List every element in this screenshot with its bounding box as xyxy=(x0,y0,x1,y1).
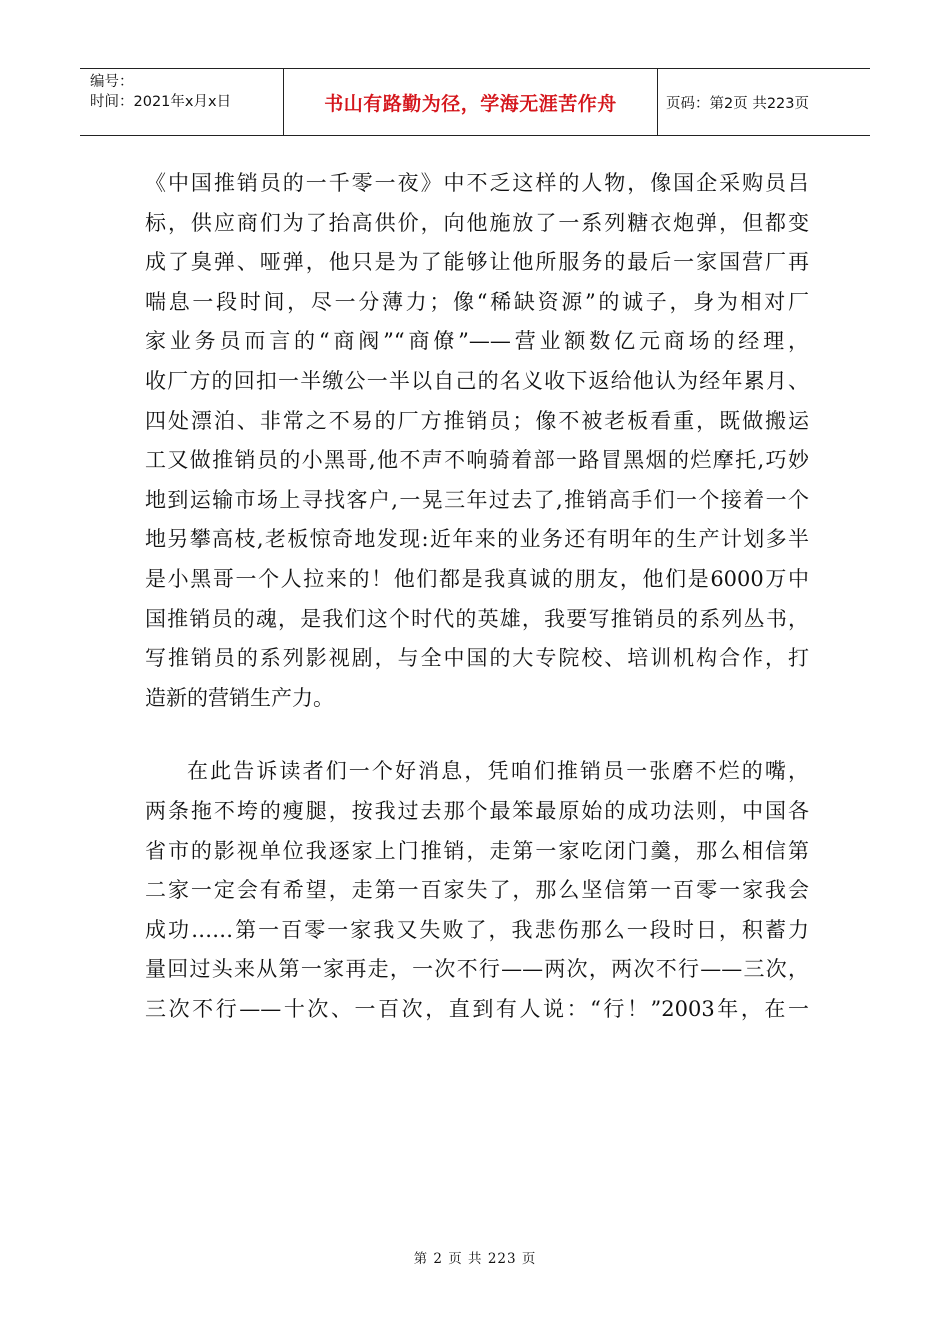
text-line: 工又做推销员的小黑哥,他不声不响骑着部一路冒黑烟的烂摩托,巧妙 xyxy=(145,448,809,473)
document-number-label: 编号： xyxy=(90,74,134,90)
text-line: 国推销员的魂，是我们这个时代的英雄，我要写推销员的系列丛书， xyxy=(145,606,809,631)
paragraph-gap xyxy=(145,718,809,752)
text-line: 喘息一段时间，尽一分薄力；像“稀缺资源”的诚子，身为相对厂 xyxy=(145,289,809,314)
document-time-label: 时间：2021年x月x日 xyxy=(90,94,232,110)
document-body xyxy=(145,164,809,1029)
text-line: 是小黑哥一个人拉来的！他们都是我真诚的朋友，他们是6000万中 xyxy=(145,566,809,591)
header-motto xyxy=(284,69,658,135)
text-line: 成功……第一百零一家我又失败了，我悲伤那么一段时日，积蓄力 xyxy=(145,917,809,942)
text-line: 《中国推销员的一千零一夜》中不乏这样的人物，像国企采购员吕 xyxy=(145,171,809,195)
text-line: 两条拖不垮的瘦腿，按我过去那个最笨最原始的成功法则，中国各 xyxy=(145,798,809,823)
footer-page-number: 第 2 页 共 223 页 xyxy=(413,1251,537,1267)
page-header xyxy=(80,68,870,136)
text-line: 地另攀高枝,老板惊奇地发现:近年来的业务还有明年的生产计划多半 xyxy=(145,527,809,552)
text-line: 三次不行——十次、一百次，直到有人说：“行！”2003年，在一 xyxy=(145,996,809,1021)
text-line: 二家一定会有希望，走第一百家失了，那么坚信第一百零一家我会 xyxy=(145,878,809,903)
text-line: 写推销员的系列影视剧，与全中国的大专院校、培训机构合作，打 xyxy=(145,646,809,671)
text-line: 收厂方的回扣一半缴公一半以自己的名义收下返给他认为经年累月、 xyxy=(145,368,809,393)
text-line: 在此告诉读者们一个好消息，凭咱们推销员一张磨不烂的嘴， xyxy=(187,759,809,784)
text-line: 省市的影视单位我逐家上门推销，走第一家吃闭门羹，那么相信第 xyxy=(145,838,809,863)
text-line: 量回过头来从第一家再走，一次不行——两次，两次不行——三次， xyxy=(145,957,809,982)
page-footer xyxy=(0,1247,950,1267)
text-line: 成了臭弹、哑弹，他只是为了能够让他所服务的最后一家国营厂再 xyxy=(145,250,809,275)
text-line: 造新的营销生产力。 xyxy=(145,685,334,710)
text-line: 家业务员而言的“商阀”“商僚”——营业额数亿元商场的经理， xyxy=(145,329,809,354)
text-line: 四处漂泊、非常之不易的厂方推销员；像不被老板看重，既做搬运 xyxy=(145,408,809,433)
header-meta xyxy=(80,69,284,135)
text-line: 标，供应商们为了抬高供价，向他施放了一系列糖衣炮弹，但都变 xyxy=(145,210,809,235)
page-info-text: 页码：第2页 共223页 xyxy=(666,95,810,112)
text-line: 地到运输市场上寻找客户,一晃三年过去了,推销高手们一个接着一个 xyxy=(145,487,809,512)
paragraph-1 xyxy=(145,164,809,718)
header-page-info xyxy=(658,69,870,135)
paragraph-2 xyxy=(145,752,809,1029)
motto-text: 书山有路勤为径，学海无涯苦作舟 xyxy=(324,92,617,115)
